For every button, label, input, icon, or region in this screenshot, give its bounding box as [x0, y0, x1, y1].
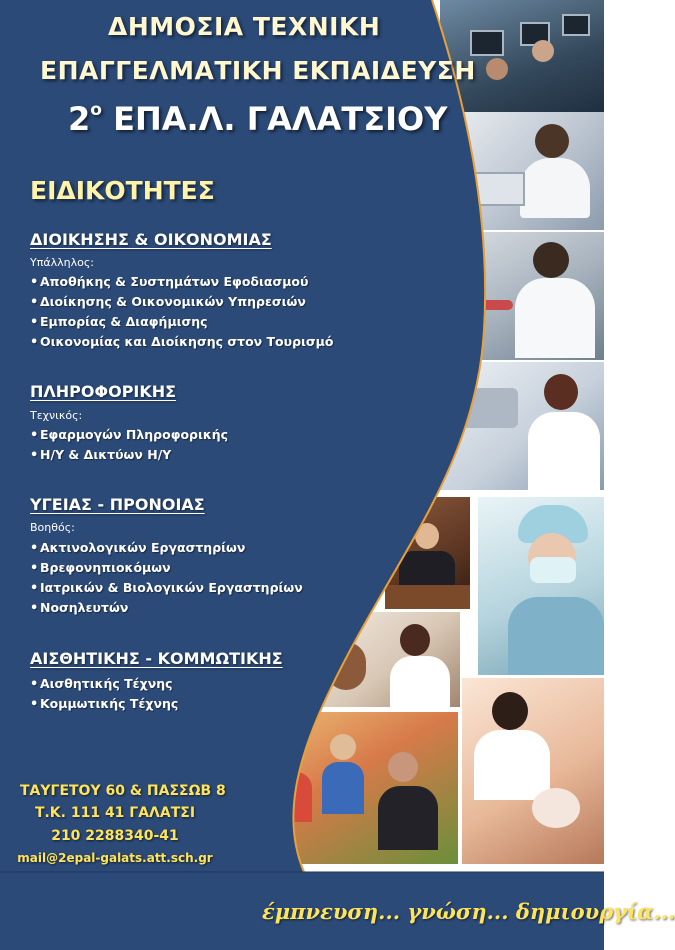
list-item: • Εφαρμογών Πληροφορικής [30, 427, 229, 443]
role-label: Υπάλληλος: [30, 256, 94, 269]
list-item: • Βρεφονηπιοκόμων [30, 560, 171, 576]
list-item: • Εμπορίας & Διαφήμισης [30, 314, 208, 330]
list-item: • Αισθητικής Τέχνης [30, 676, 173, 692]
slogan: έμπνευση... γνώση... δημιουργία... [262, 899, 675, 924]
school-title: ΕΠΑ.Λ. ΓΑΛΑΤΣΙΟΥ [101, 100, 448, 138]
list-item: • Αποθήκης & Συστημάτων Εφοδιασμού [30, 274, 309, 290]
contact-email[interactable]: mail@2epal-galats.att.sch.gr [17, 851, 213, 865]
role-label: Τεχνικός: [30, 409, 83, 422]
school-ordinal: ο [90, 100, 102, 120]
list-item: • Οικονομίας και Διοίκησης στον Τουρισμό [30, 334, 334, 350]
specialties-title: ΕΙΔΙΚΟΤΗΤΕΣ [30, 176, 215, 205]
list-item: • Κομμωτικής Τέχνης [30, 696, 179, 712]
list-item: • Η/Υ & Δικτύων Η/Υ [30, 447, 172, 463]
list-item: • Ιατρικών & Βιολογικών Εργαστηρίων [30, 580, 303, 596]
school-number: 2 [68, 100, 91, 138]
header-line1: ΔΗΜΟΣΙΑ ΤΕΧΝΙΚΗ [108, 12, 381, 41]
section-title-informatics: ΠΛΗΡΟΦΟΡΙΚΗΣ [30, 382, 177, 401]
section-title-administration: ΔΙΟΙΚΗΣΗΣ & ΟΙΚΟΝΟΜΙΑΣ [30, 230, 272, 249]
school-name [68, 100, 447, 138]
list-item: • Νοσηλευτών [30, 600, 129, 616]
contact-address: ΤΑΥΓΕΤΟΥ 60 & ΠΑΣΣΩΒ 8 [20, 783, 226, 799]
list-item: • Ακτινολογικών Εργαστηρίων [30, 540, 246, 556]
section-title-aesthetics: ΑΙΣΘΗΤΙΚΗΣ - ΚΟΜΜΩΤΙΚΗΣ [30, 649, 283, 668]
header-line2: ΕΠΑΓΓΕΛΜΑΤΙΚΗ ΕΚΠΑΙΔΕΥΣΗ [40, 56, 476, 85]
list-item: • Διοίκησης & Οικονομικών Υπηρεσιών [30, 294, 306, 310]
role-label: Βοηθός: [30, 521, 75, 534]
section-title-health: ΥΓΕΙΑΣ - ΠΡΟΝΟΙΑΣ [30, 495, 205, 514]
contact-phone: 210 2288340-41 [51, 828, 179, 844]
contact-postal: Τ.Κ. 111 41 ΓΑΛΑΤΣΙ [34, 805, 196, 821]
